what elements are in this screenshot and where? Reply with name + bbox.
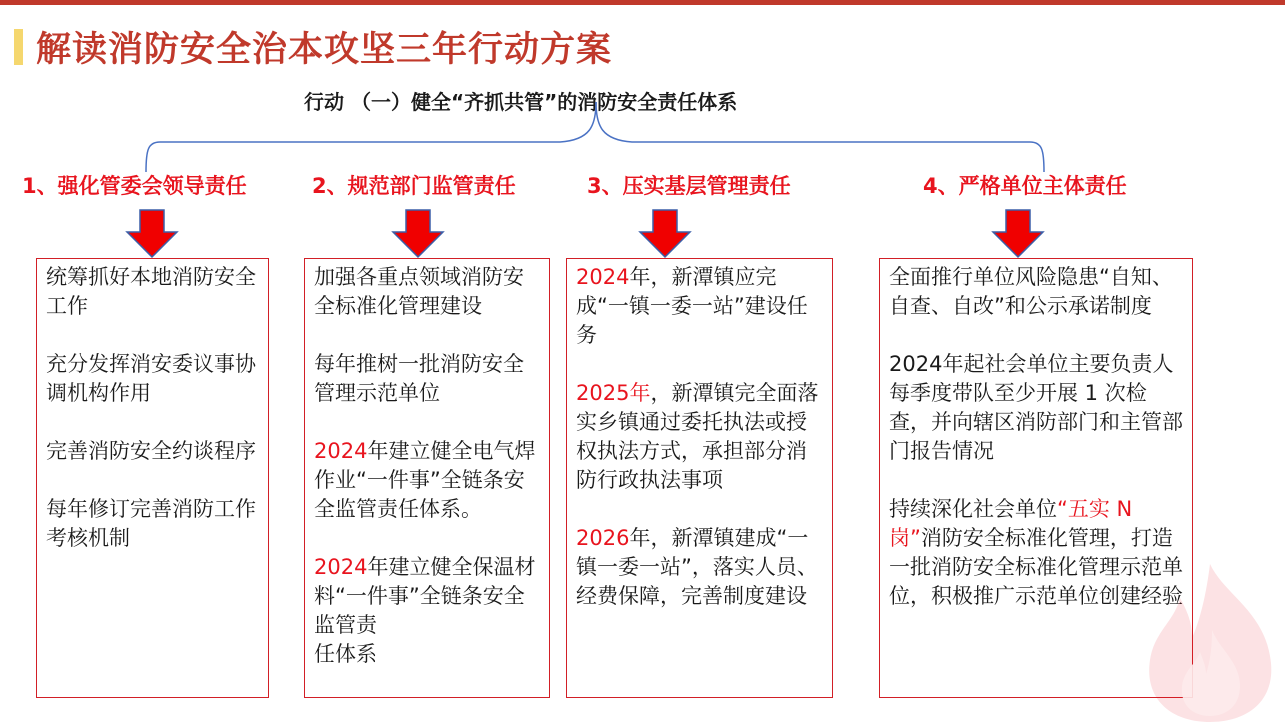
down-arrow-icon <box>125 209 179 259</box>
down-arrow-icon <box>991 209 1045 259</box>
column-heading-1: 1、强化管委会领导责任 <box>22 174 247 198</box>
card-paragraph: 2025年，新潭镇完全面落实乡镇通过委托执法或授权执法方式，承担部分消防行政执法事项 <box>576 381 819 492</box>
column-heading-4: 4、严格单位主体责任 <box>923 174 1127 198</box>
top-accent-bar <box>0 0 1285 5</box>
card-paragraph: 每年推树一批消防安全管理示范单位 <box>314 352 524 405</box>
card-paragraph: 全面推行单位风险隐患“自知、自查、自改”和公示承诺制度 <box>889 265 1173 318</box>
down-arrow-icon <box>391 209 445 259</box>
card-paragraph: 充分发挥消安委议事协调机构作用 <box>46 352 256 405</box>
down-arrow-icon <box>638 209 692 259</box>
year-highlight: 2024 <box>314 439 368 463</box>
card-paragraph: 每年修订完善消防工作考核机制 <box>46 497 256 550</box>
section-subtitle: 行动 （一）健全“齐抓共管”的消防安全责任体系 <box>304 90 738 114</box>
year-highlight: 2024 <box>576 265 630 289</box>
title-marker <box>14 29 23 65</box>
card-paragraph: 2024年建立健全保温材料“一件事”全链条安全监管责 任体系 <box>314 555 536 666</box>
card-paragraph: 2026年，新潭镇建成“一镇一委一站”，落实人员、经费保障，完善制度建设 <box>576 526 818 608</box>
year-highlight: 2025年 <box>576 381 651 405</box>
responsibility-card-2 <box>304 258 550 698</box>
column-heading-2: 2、规范部门监管责任 <box>312 174 516 198</box>
year-highlight: 2026 <box>576 526 630 550</box>
card-paragraph: 加强各重点领域消防安全标准化管理建设 <box>314 265 524 318</box>
year-highlight: 2024 <box>314 555 368 579</box>
highlight-text: “五实 N岗” <box>889 497 1133 550</box>
page-title: 解读消防安全治本攻坚三年行动方案 <box>36 30 613 70</box>
card-paragraph: 完善消防安全约谈程序 <box>46 439 256 463</box>
responsibility-card-3 <box>566 258 833 698</box>
column-heading-3: 3、压实基层管理责任 <box>587 174 791 198</box>
card-paragraph: 2024年，新潭镇应完成“一镇一委一站”建设任务 <box>576 265 808 347</box>
flame-watermark-icon <box>1140 560 1280 724</box>
card-paragraph: 持续深化社会单位“五实 N岗”消防安全标准化管理，打造一批消防安全标准化管理示范单位，积极推广示范单位创建经验 <box>889 497 1183 608</box>
card-paragraph: 统筹抓好本地消防安全工作 <box>46 265 256 318</box>
responsibility-card-1 <box>36 258 269 698</box>
card-paragraph: 2024年起社会单位主要负责人每季度带队至少开展 1 次检查，并向辖区消防部门和主管部门报告情况 <box>889 352 1183 463</box>
card-paragraph: 2024年建立健全电气焊作业“一件事”全链条安全监管责任体系。 <box>314 439 536 521</box>
